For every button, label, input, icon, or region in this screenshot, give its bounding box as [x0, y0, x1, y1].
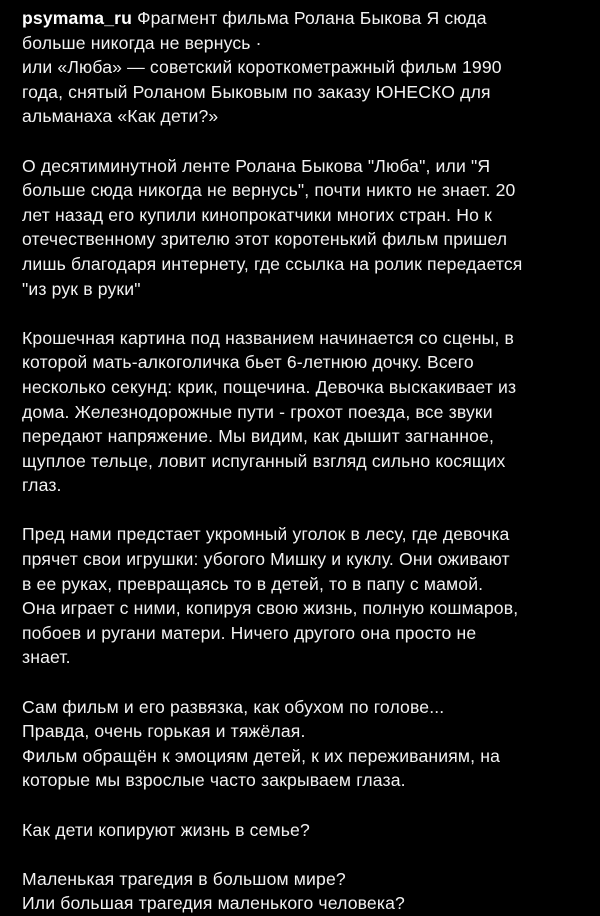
caption-paragraph: [22, 867, 590, 916]
paragraph-gap: [22, 301, 590, 326]
caption-line: Она играет с ними, копируя свою жизнь, полную кошмаров,: [22, 598, 519, 619]
caption-line: "из рук в руки": [22, 278, 141, 299]
paragraph-gap: [22, 842, 590, 867]
caption-line: в ее руках, превращаясь то в детей, то в папу с мамой.: [22, 573, 484, 594]
caption-line: передают напряжение. Мы видим, как дышит загнанное,: [22, 426, 494, 447]
paragraph-gap: [22, 670, 590, 695]
caption-paragraph: [22, 154, 590, 302]
paragraph-gap: [22, 129, 590, 154]
caption-line: дома. Железнодорожные пути - грохот поезда, все звуки: [22, 401, 493, 422]
caption-line: знает.: [22, 647, 71, 668]
paragraph-gap: [22, 498, 590, 523]
caption-line: года, снятый Роланом Быковым по заказу ЮНЕСКО для: [22, 81, 491, 102]
caption-line: отечественному зрителю этот коротенький фильм пришел: [22, 229, 508, 250]
caption-paragraph: [22, 31, 590, 129]
caption-line: лишь благодаря интернету, где ссылка на ролик передается: [22, 253, 523, 274]
caption-line: побоев и ругани матери. Ничего другого она просто не: [22, 622, 477, 643]
caption-line: щуплое тельце, ловит испуганный взгляд сильно косящих: [22, 450, 506, 471]
username-link[interactable]: psymama_ru: [22, 8, 133, 28]
caption-line: Как дети копируют жизнь в семье?: [22, 819, 310, 840]
caption-first-line: [22, 6, 590, 31]
caption-line: больше никогда не вернусь ·: [22, 32, 262, 53]
caption-line: прячет свои игрушки: убогого Мишку и куклу. Они оживают: [22, 549, 510, 570]
caption-paragraph: [22, 695, 590, 793]
caption-line: которой мать-алкоголичка бьет 6-летнюю дочку. Всего: [22, 352, 474, 373]
caption-line: Фильм обращён к эмоциям детей, к их переживаниям, на: [22, 745, 501, 766]
caption-line: лет назад его купили кинопрокатчики многих стран. Но к: [22, 204, 492, 225]
caption-line: или «Люба» — советский короткометражный фильм 1990: [22, 57, 502, 78]
caption-paragraph: [22, 818, 590, 843]
caption-body: [22, 31, 590, 916]
caption-line: Правда, очень горькая и тяжёлая.: [22, 721, 306, 742]
caption-line: больше сюда никогда не вернусь", почти никто не знает. 20: [22, 180, 516, 201]
caption-line: Маленькая трагедия в большом мире?: [22, 868, 346, 889]
caption-text: Фрагмент фильма Ролана Быкова Я сюда: [132, 8, 487, 28]
caption-line: Сам фильм и его развязка, как обухом по голове...: [22, 696, 445, 717]
paragraph-gap: [22, 793, 590, 818]
caption-line: Пред нами предстает укромный уголок в лесу, где девочка: [22, 524, 510, 545]
caption-line: О десятиминутной ленте Ролана Быкова "Люба", или "Я: [22, 155, 491, 176]
caption-line: Или большая трагедия маленького человека?: [22, 893, 405, 914]
caption-line: несколько секунд: крик, пощечина. Девочка выскакивает из: [22, 376, 517, 397]
caption-paragraph: [22, 522, 590, 670]
caption-line: Крошечная картина под названием начинается со сцены, в: [22, 327, 515, 348]
post-caption: [22, 6, 590, 916]
caption-line: глаз.: [22, 475, 62, 496]
caption-line: которые мы взрослые часто закрываем глаза.: [22, 770, 406, 791]
caption-paragraph: [22, 326, 590, 498]
caption-line: альманаха «Как дети?»: [22, 106, 219, 127]
